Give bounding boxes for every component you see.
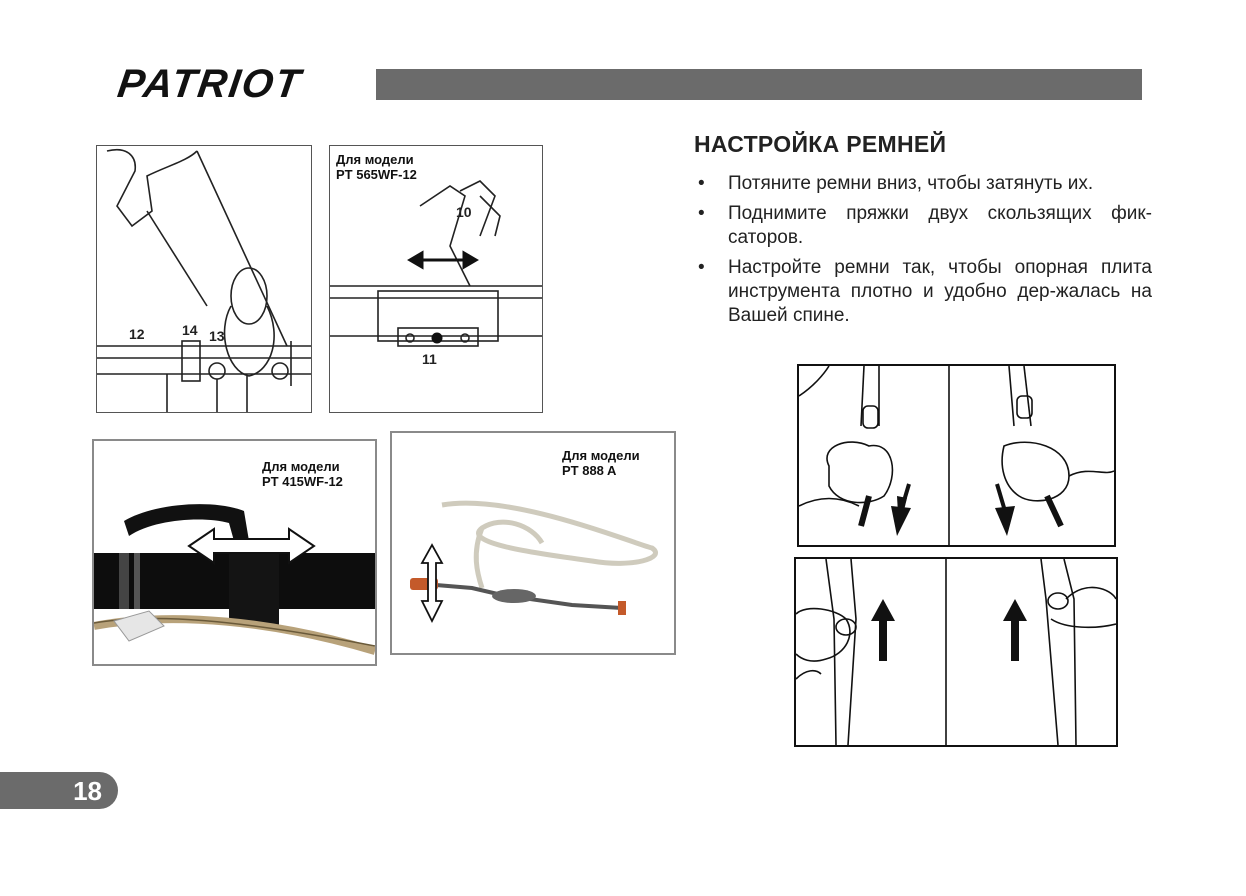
callout-12: 12 [129, 326, 145, 342]
pt415-photo [94, 441, 375, 664]
pt888-photo [392, 433, 674, 653]
label-line2: PT 415WF-12 [262, 474, 343, 489]
page-number: 18 [73, 776, 102, 806]
figure-handle-assembly [96, 145, 312, 413]
list-item [694, 256, 1152, 328]
list-item [694, 172, 1152, 196]
figure-pt565wf12 [329, 145, 543, 413]
section-title: НАСТРОЙКА РЕМНЕЙ [694, 131, 947, 157]
brand-logo: PATRIOT [114, 62, 305, 106]
bullet-icon: • [698, 203, 705, 224]
label-line2: PT 565WF-12 [336, 167, 417, 182]
bullet-text: Настройте ремни так, чтобы опорная плита инструмента плотно и удобно дер-жалась на Вашей спине. [728, 257, 1152, 326]
list-item [694, 202, 1152, 250]
figure-pull-straps-down [797, 364, 1116, 547]
bullet-icon: • [698, 257, 705, 278]
label-line1: Для модели [336, 152, 414, 167]
bullet-text: Поднимите пряжки двух скользящих фик-саторов. [728, 203, 1152, 248]
pull-straps-drawing [799, 366, 1114, 545]
bullet-icon: • [698, 173, 705, 194]
bullet-text: Потяните ремни вниз, чтобы затянуть их. [728, 173, 1094, 194]
callout-10: 10 [456, 204, 472, 220]
pt565-drawing [330, 146, 542, 412]
callout-11: 11 [422, 351, 437, 367]
figure-lift-buckles [794, 557, 1118, 747]
label-line2: PT 888 A [562, 463, 617, 478]
callout-13: 13 [209, 328, 225, 344]
figure-pt888a [390, 431, 676, 655]
lift-buckles-drawing [796, 559, 1116, 745]
label-line1: Для модели [562, 448, 640, 463]
figure-pt415wf12 [92, 439, 377, 666]
header-bar [376, 69, 1142, 100]
page-number-tab [0, 772, 118, 809]
handle-assembly-drawing [97, 146, 311, 412]
callout-14: 14 [182, 322, 198, 338]
bullet-list [694, 172, 1152, 334]
label-line1: Для модели [262, 459, 340, 474]
